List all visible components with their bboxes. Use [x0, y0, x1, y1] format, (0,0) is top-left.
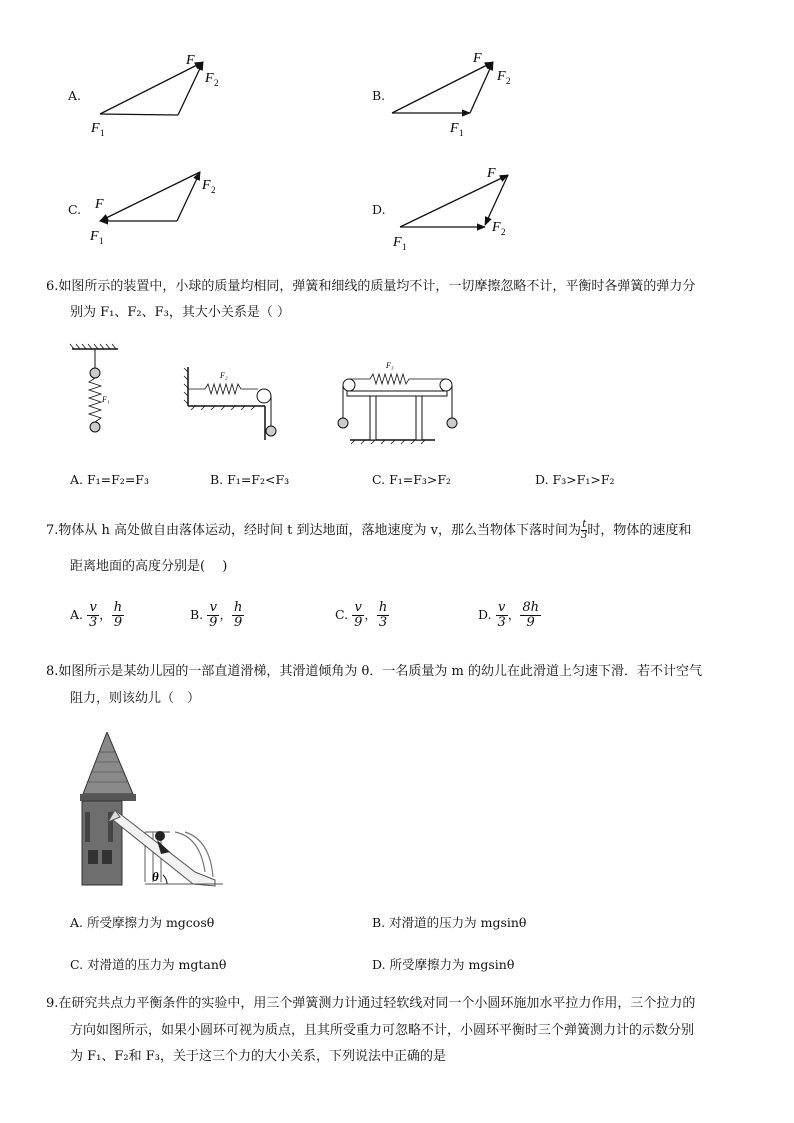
- q8-option-d[interactable]: D. 所受摩擦力为 mgsinθ: [372, 957, 515, 972]
- q7c-frac1: $\frac{v}{9}$: [354, 600, 363, 630]
- q6-option-c[interactable]: C. F₁=F₃>F₂: [372, 472, 452, 487]
- q5a-f2-sub: 2: [214, 78, 219, 88]
- q5b-f1-sub: 1: [459, 128, 464, 138]
- q5-option-b-figure: [385, 40, 545, 145]
- q5c-f: F: [95, 197, 104, 212]
- q7a-comma: ，: [99, 607, 112, 622]
- q5-option-d-figure: [385, 160, 545, 255]
- q7a-frac1: $\frac{v}{3}$: [89, 600, 98, 630]
- q8-option-c[interactable]: C. 对滑道的压力为 mgtanθ: [70, 957, 227, 972]
- q6-fig-f2: F₂: [220, 371, 228, 380]
- q8-option-a[interactable]: A. 所受摩擦力为 mgcosθ: [70, 915, 215, 930]
- q5-option-d-label[interactable]: D.: [372, 202, 386, 217]
- q7b-frac1: $\frac{v}{9}$: [209, 600, 218, 630]
- q7-stem-part1: 7.物体从 h 高处做自由落体运动，经时间 t 到达地面，落地速度为 v，那么当物体下落时间为: [46, 523, 582, 538]
- q7c-frac2: $\frac{h}{3}$: [378, 600, 388, 630]
- q5b-f2: F: [497, 69, 506, 84]
- q5a-f2: F: [205, 71, 214, 86]
- q6-stem-line2: 别为 F₁、F₂、F₃，其大小关系是（ ）: [70, 305, 290, 320]
- q5a-f1-sub: 1: [100, 128, 105, 138]
- q5b-f2-sub: 2: [506, 76, 511, 86]
- q7b-frac2: $\frac{h}{9}$: [233, 600, 243, 630]
- q5d-f2: F: [492, 220, 501, 235]
- q5-option-b-label[interactable]: B.: [372, 88, 386, 103]
- q5a-f1: F: [91, 121, 100, 136]
- q8-theta-label: θ: [152, 869, 159, 884]
- q7-stem-line2: 距离地面的高度分别是( ): [70, 559, 228, 574]
- q9-stem-line3: 为 F₁、F₂和 F₃，关于这三个力的大小关系，下列说法中正确的是: [70, 1049, 446, 1064]
- q7-frac-num: t: [582, 519, 587, 530]
- q5d-f1: F: [393, 235, 402, 250]
- q5-option-a-label[interactable]: A.: [68, 88, 82, 103]
- q7a-frac2: $\frac{h}{9}$: [113, 600, 123, 630]
- q5-option-c-label[interactable]: C.: [68, 202, 82, 217]
- q7c-label: C.: [335, 607, 349, 622]
- q5b-f1: F: [450, 121, 459, 136]
- q5b-f: F: [473, 51, 482, 66]
- q5d-f: F: [487, 166, 496, 181]
- q7b-label: B.: [190, 607, 204, 622]
- q9-stem-line1: 9.在研究共点力平衡条件的实验中，用三个弹簧测力计通过轻软线对同一个小圆环施加水平拉力作用，三个拉力的: [46, 996, 696, 1011]
- q6-fig-f3: F₃: [386, 361, 394, 370]
- q7-option-c[interactable]: [335, 601, 389, 630]
- q7a-label: A.: [70, 607, 84, 622]
- q9-stem-line2: 方向如图所示，如果小圆环可视为质点，且其所受重力可忽略不计，小圆环平衡时三个弹簧测力计的示数分别: [70, 1023, 695, 1038]
- q8-stem-line2: 阻力，则该幼儿（ ）: [70, 691, 201, 706]
- q5d-f1-sub: 1: [402, 242, 407, 252]
- q5-option-c-figure: [80, 160, 240, 255]
- q6-fig-f1: F₁: [102, 395, 110, 404]
- q7c-comma: ，: [364, 607, 377, 622]
- q7-option-b[interactable]: [190, 601, 244, 630]
- q6-stem-line1: 6.如图所示的装置中，小球的质量均相同，弹簧和细线的质量均不计，一切摩擦忽略不计，平衡时各弹簧的弹力分: [46, 279, 696, 294]
- q6-option-b[interactable]: B. F₁=F₂<F₃: [210, 472, 290, 487]
- q6-option-d[interactable]: D. F₃>F₁>F₂: [535, 472, 615, 487]
- q7d-comma: ，: [507, 607, 521, 622]
- q7-stem-line1: [46, 520, 691, 541]
- q7-option-d[interactable]: [478, 601, 541, 630]
- q5-option-a-figure: [80, 40, 240, 145]
- q7b-comma: ，: [219, 607, 232, 622]
- q7d-label: D.: [478, 607, 492, 622]
- q5c-f2: F: [202, 178, 211, 193]
- q5c-f2-sub: 2: [211, 185, 216, 195]
- q5c-f1: F: [90, 229, 99, 244]
- q5a-f: F: [186, 53, 195, 68]
- q6-option-a[interactable]: A. F₁=F₂=F₃: [70, 472, 149, 487]
- q8-option-b[interactable]: B. 对滑道的压力为 mgsinθ: [372, 915, 527, 930]
- q6-figure: [60, 340, 480, 445]
- q7-stem-part2: 时，物体的速度和: [587, 523, 692, 538]
- q7d-frac1: $\frac{v}{3}$: [497, 600, 506, 630]
- q7d-frac2: $\frac{8h}{9}$: [522, 600, 539, 630]
- q8-stem-line1: 8.如图所示是某幼儿园的一部直道滑梯，其滑道倾角为 θ．一名质量为 m 的幼儿在此滑道上匀速下滑．若不计空气: [46, 664, 702, 679]
- q5d-f2-sub: 2: [501, 227, 506, 237]
- q5c-f1-sub: 1: [99, 236, 104, 246]
- q8-slide-figure: [75, 732, 225, 887]
- q7-option-a[interactable]: [70, 601, 124, 630]
- q7-frac-den: 3: [581, 530, 588, 541]
